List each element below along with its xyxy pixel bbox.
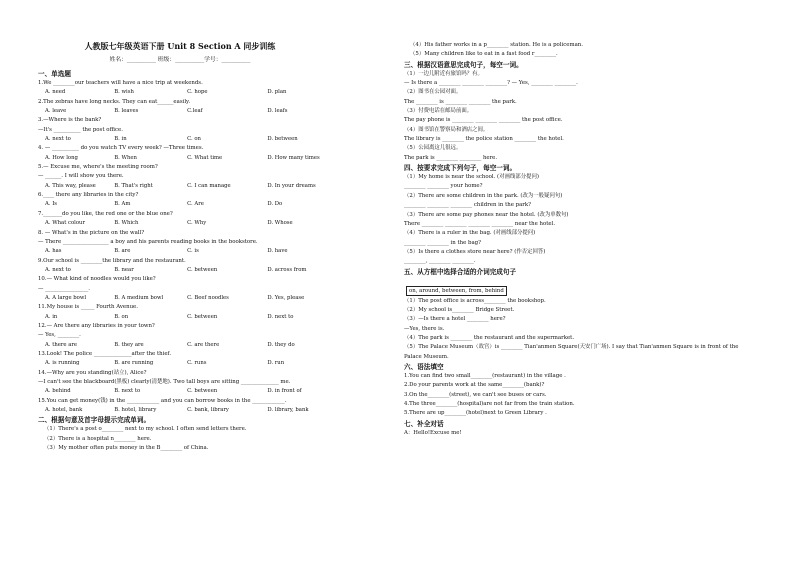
answer-option[interactable]: C. Beef noodles	[187, 294, 229, 301]
exercise-line: （4）图书馆在警察局和酒店之间。	[404, 126, 489, 133]
answer-option[interactable]: B. they are	[114, 341, 144, 348]
answer-option[interactable]: D. Do	[267, 201, 283, 208]
question-stem: 12.— Are there any libraries in your town?	[38, 322, 155, 329]
exercise-line: （3）—Is there a hotel ________ here?	[404, 316, 506, 323]
section-heading-3: 三、根据汉语意思完成句子，每空一词。	[404, 60, 523, 69]
exercise-line: （3）付费电话在邮局前面。	[404, 108, 473, 115]
answer-option[interactable]: C. between	[187, 313, 218, 320]
question-stem: —I can't see the blackboard(黑板) clearly(清楚地). Two tall boys are sitting ______________ me.	[38, 379, 291, 385]
right-column	[404, 41, 756, 438]
question-stem: 1.We ________our teachers will have a nice trip at weekends.	[38, 80, 203, 86]
question-stem: — ______. I will show you there.	[38, 173, 124, 180]
option-row	[38, 266, 322, 275]
answer-option[interactable]: D. across from	[267, 266, 307, 273]
answer-option[interactable]: D. in front of	[267, 388, 302, 395]
exercise-line: （5）公园离这儿很远。	[404, 145, 462, 152]
part4-list	[404, 173, 756, 266]
question-stem: — ________________.	[38, 285, 90, 292]
part7-list	[404, 429, 756, 438]
answer-option[interactable]: A. there are	[45, 341, 78, 348]
question-stem: 2.The zebras have long necks. They can eat______easily.	[38, 98, 191, 105]
exercise-line: （3）There are some pay phones near the hotel. (改为单数句)	[404, 211, 569, 218]
answer-option[interactable]: C. is	[187, 248, 199, 255]
question-stem: 5.— Excuse me, where's the meeting room?	[38, 164, 158, 171]
answer-option[interactable]: A. hotel, bank	[45, 407, 83, 414]
exercise-line: 4.The three________(hospital)are not far from the train station.	[404, 401, 575, 407]
answer-option[interactable]: D. In your dreams	[267, 182, 316, 189]
option-row	[38, 154, 322, 163]
answer-option[interactable]: C.leaf	[187, 108, 203, 115]
answer-option[interactable]: A. next to	[45, 136, 71, 143]
exercise-line: 5.There are up________(hotel)next to Green Library .	[404, 410, 547, 417]
answer-option[interactable]: C. hope	[187, 89, 208, 96]
question-stem: 15.You can get money(钱) in the ____________ and you can borrow books in the ____________.	[38, 397, 287, 404]
student-info: 姓名：__________ 班级：__________学号：__________	[109, 57, 251, 63]
answer-option[interactable]: D. between	[267, 136, 298, 143]
answer-option[interactable]: D. Yes, please	[267, 294, 305, 301]
answer-option[interactable]: B. near	[114, 266, 134, 273]
exercise-line: A：Hello!Excuse me!	[404, 429, 462, 436]
exercise-line: （1）My home is near the school. (对画线部分提问)	[404, 174, 539, 181]
answer-option[interactable]: A. This way, please	[45, 182, 96, 189]
answer-option[interactable]: C. Why	[187, 220, 207, 227]
mcq-list	[38, 79, 322, 415]
question-stem: 6.____ there any libraries in the city?	[38, 192, 139, 199]
exercise-line: （4）The park is ________ the restaurant and the supermarket.	[404, 334, 575, 341]
left-column	[38, 69, 322, 453]
answer-option[interactable]: C. between	[187, 388, 218, 395]
option-row	[38, 182, 322, 191]
part3-list	[404, 70, 756, 163]
answer-option[interactable]: B. next to	[114, 388, 141, 395]
exercise-line: （4）There is a ruler in the bag. (对画线部分提问)	[404, 230, 536, 237]
exercise-line: ________ ________ ________ children in the park?	[404, 202, 532, 209]
question-stem: 13.Look! The police ______________after the thief.	[38, 350, 172, 357]
section-heading-1: 一、单选题	[38, 70, 71, 78]
section-heading-5: 五、从方框中选择合适的介词完成句子	[404, 267, 517, 276]
answer-option[interactable]: D. leafs	[267, 108, 288, 115]
question-stem: 4. — __________ do you watch TV every week? —Three times.	[38, 145, 204, 152]
answer-option[interactable]: A. How long	[45, 154, 78, 161]
answer-option[interactable]: B. Which	[114, 220, 139, 227]
section-heading-6: 六、语法填空	[404, 362, 444, 371]
exercise-line: ________ ________ in the bag?	[404, 239, 482, 246]
exercise-line: （2）My school is________ Bridge Street.	[404, 306, 515, 313]
exercise-line: —Yes, there is.	[404, 325, 445, 332]
option-row	[38, 359, 322, 368]
answer-option[interactable]: A. Is	[45, 201, 58, 208]
answer-option[interactable]: B. That's right	[114, 182, 153, 189]
answer-option[interactable]: C. on	[187, 136, 201, 143]
option-row	[38, 107, 322, 116]
option-row	[38, 294, 322, 303]
question-stem: 9.Our school is ________the library and the restaurant.	[38, 257, 186, 264]
question-stem: —It's __________ the post office.	[38, 126, 123, 133]
answer-option[interactable]: A. in	[45, 313, 58, 320]
exercise-line: — Is there a ________ ________ ________? — Yes, ________ ________.	[404, 80, 578, 87]
answer-option[interactable]: A. leave	[45, 108, 67, 115]
answer-option[interactable]: C. bank, library	[187, 407, 229, 414]
answer-option[interactable]: D. next to	[267, 313, 294, 320]
answer-option[interactable]: B. leaves	[114, 108, 139, 115]
exercise-line: （5）The Palace Museum（故宫）is ________ Tian'anmen Square(天安门广场). I say that Tian'anmen Square is in front of the Palace Museum.	[404, 344, 739, 360]
option-row	[38, 219, 322, 228]
answer-option[interactable]: A. What colour	[45, 220, 86, 227]
answer-option[interactable]: D. they do	[267, 341, 295, 348]
option-row	[38, 406, 322, 415]
page-title: 人教版七年级英语下册 Unit 8 Section A 同步训练	[84, 41, 276, 51]
question-stem: — There _________________ a boy and his parents reading books in the bookstore.	[38, 238, 258, 245]
section-heading-7: 七、补全对话	[404, 419, 444, 428]
option-row	[38, 341, 322, 350]
question-stem: 7._______do you like, the red one or the blue one?	[38, 210, 173, 217]
answer-option[interactable]: C. What time	[187, 154, 223, 161]
exercise-line: （4）His father works in a p________ station. He is a policeman.	[410, 42, 583, 48]
exercise-line: （1）一边儿附近有旅馆吗？有。	[404, 70, 483, 77]
answer-option[interactable]: B. are	[114, 248, 131, 255]
question-stem: 14.—Why are you standing(站立), Alice?	[38, 369, 147, 376]
answer-option[interactable]: A. is running	[45, 360, 80, 367]
exercise-line: （5）Many children like to eat in a fast food r________.	[410, 51, 558, 58]
exercise-line: The pay phone is ________ ________ ________ the post office.	[404, 117, 563, 124]
question-stem: 11.My house is _____ Fourth Avenue.	[38, 304, 138, 311]
option-row	[38, 313, 322, 322]
answer-option[interactable]: B. A medium bowl	[114, 294, 164, 301]
answer-option[interactable]: C. I can manage	[187, 182, 231, 189]
option-row	[38, 135, 322, 144]
answer-option[interactable]: B. hotel, library	[114, 407, 157, 414]
answer-option[interactable]: C. between	[187, 266, 218, 273]
question-stem: 3.—Where is the bank?	[38, 117, 102, 124]
option-row	[38, 387, 322, 396]
answer-option[interactable]: A. behind	[45, 388, 71, 395]
answer-option[interactable]: D. How many times	[267, 154, 320, 161]
answer-option[interactable]: D. have	[267, 248, 288, 255]
answer-option[interactable]: C. Are	[187, 201, 204, 208]
answer-option[interactable]: D. library, bank	[267, 407, 309, 414]
answer-option[interactable]: D. plan	[267, 89, 287, 96]
answer-option[interactable]: B. wish	[114, 89, 134, 96]
exercise-line: ________, ________ ________.	[404, 258, 476, 265]
answer-option[interactable]: A. next to	[45, 266, 71, 273]
question-stem: — Yes, ________.	[38, 332, 81, 339]
answer-option[interactable]: A. A large bowl	[45, 294, 87, 301]
exercise-line: The ________ is ________ ________ the park.	[404, 98, 517, 105]
question-stem: 8. — What's in the picture on the wall?	[38, 229, 145, 236]
option-row	[38, 247, 322, 256]
exercise-line: （2）There is a hospital n________ here.	[44, 435, 152, 442]
answer-option[interactable]: B. in	[114, 136, 127, 143]
answer-option[interactable]: B. Am	[114, 201, 131, 208]
exercise-line: 1.You can find two small________(restaurant) in the village .	[404, 372, 566, 379]
preposition-box: on, around, between, from, behind	[406, 286, 507, 296]
answer-option[interactable]: C. runs	[187, 360, 207, 367]
exercise-line: There ________ ________ ________ ________ near the hotel.	[404, 220, 556, 227]
exercise-line: The library is ________ the police station ________ the hotel.	[404, 136, 564, 143]
answer-option[interactable]: B. are running	[114, 360, 154, 367]
answer-option[interactable]: B. on	[114, 313, 129, 320]
answer-option[interactable]: A. has	[45, 248, 62, 255]
answer-option[interactable]: A. need	[45, 89, 66, 96]
option-row	[38, 200, 322, 209]
exercise-line: （2）图书在公园对面。	[404, 89, 462, 96]
answer-option[interactable]: C. are there	[187, 341, 220, 348]
exercise-line: （3）My mother often puts money in the B________ of China.	[44, 445, 209, 452]
exercise-line: （1）There's a post o________ next to my school. I often send letters there.	[44, 426, 247, 433]
exercise-line: 2.Do your parents work at the same________(bank)?	[404, 382, 545, 389]
part6-list	[404, 372, 756, 419]
exercise-line: （5）Is there a clothes store near here? (作否定回答)	[404, 248, 546, 255]
part2-list-left	[38, 425, 322, 453]
option-row	[38, 88, 322, 97]
answer-option[interactable]: D. Whose	[267, 220, 293, 227]
answer-option[interactable]: D. run	[267, 360, 285, 367]
exercise-line: （2）There are some children in the park. (改为一般疑问句)	[404, 192, 563, 199]
exercise-line: 3.On the________(street), we can't see buses or cars.	[404, 391, 547, 398]
exercise-line: （1）The post office is across________ the bookshop.	[404, 297, 546, 304]
section-heading-2: 二、根据句意及首字母提示完成单词。	[38, 416, 151, 425]
part5-list	[404, 297, 756, 362]
section-heading-4: 四、按要求完成下列句子，每空一词。	[404, 164, 517, 173]
part2-list-right	[404, 41, 756, 60]
exercise-line: The park is ________ ________ here.	[404, 154, 498, 161]
exercise-line: ________ ________ your home?	[404, 183, 483, 190]
question-stem: 10.— What kind of noodles would you like?	[38, 276, 156, 283]
answer-option[interactable]: B. When	[114, 154, 137, 161]
